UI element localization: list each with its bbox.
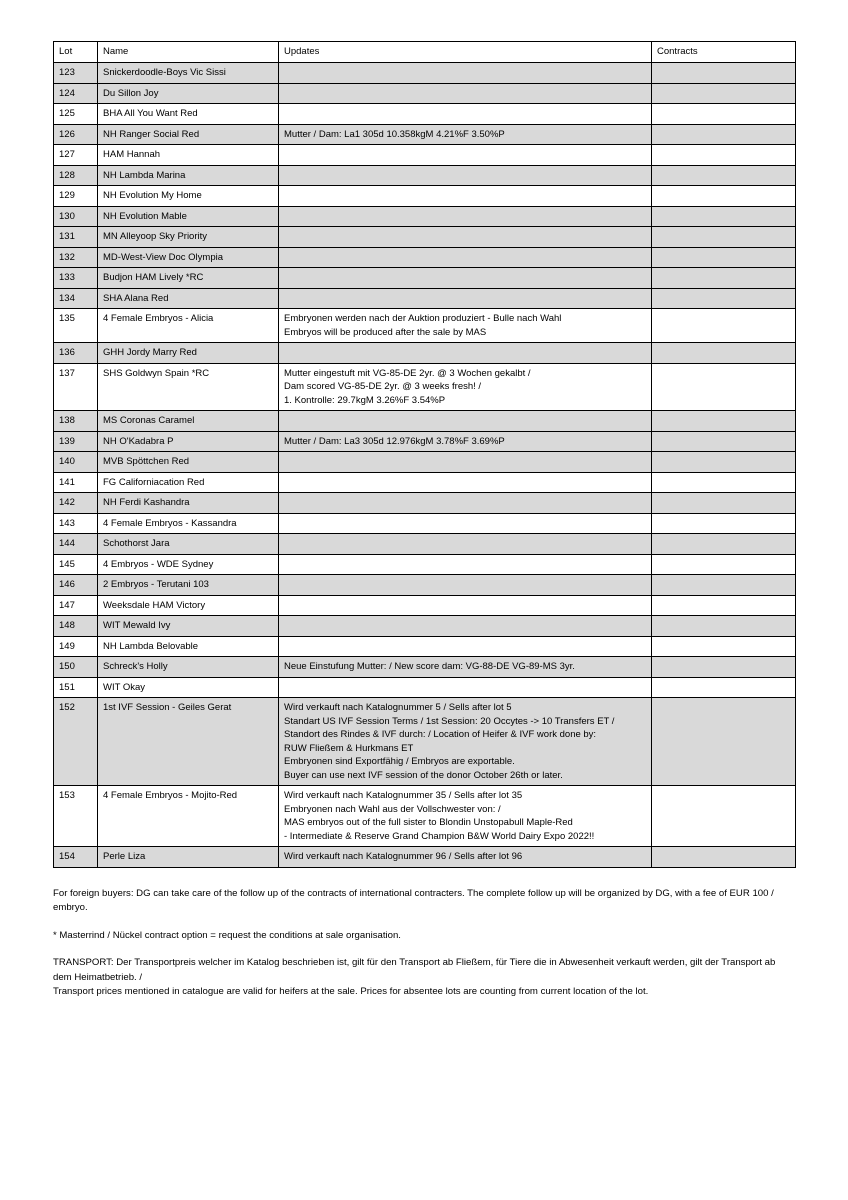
lots-table	[53, 41, 796, 868]
cell-updates	[279, 268, 652, 289]
table-row	[54, 83, 796, 104]
cell-contracts	[652, 268, 796, 289]
cell-contracts	[652, 698, 796, 786]
cell-lot: 149	[54, 636, 98, 657]
table-row	[54, 786, 796, 847]
cell-lot: 141	[54, 472, 98, 493]
cell-name: 1st IVF Session - Geiles Gerat	[98, 698, 279, 786]
table-row	[54, 698, 796, 786]
table-row	[54, 575, 796, 596]
cell-contracts	[652, 575, 796, 596]
table-row	[54, 288, 796, 309]
cell-name: 4 Embryos - WDE Sydney	[98, 554, 279, 575]
table-row	[54, 431, 796, 452]
cell-name: Schothorst Jara	[98, 534, 279, 555]
table-row	[54, 363, 796, 411]
table-row	[54, 343, 796, 364]
footer-notes	[53, 887, 795, 1000]
cell-contracts	[652, 145, 796, 166]
cell-updates	[279, 595, 652, 616]
cell-name: MN Alleyoop Sky Priority	[98, 227, 279, 248]
cell-contracts	[652, 227, 796, 248]
cell-updates	[279, 554, 652, 575]
cell-updates	[279, 124, 652, 145]
cell-lot: 134	[54, 288, 98, 309]
table-row	[54, 186, 796, 207]
table-header	[54, 42, 796, 63]
cell-lot: 135	[54, 309, 98, 343]
cell-updates	[279, 575, 652, 596]
table-row	[54, 227, 796, 248]
cell-contracts	[652, 677, 796, 698]
cell-name: MD-West-View Doc Olympia	[98, 247, 279, 268]
cell-name: 2 Embryos - Terutani 103	[98, 575, 279, 596]
cell-updates	[279, 452, 652, 473]
cell-lot: 133	[54, 268, 98, 289]
cell-updates	[279, 363, 652, 411]
cell-lot: 127	[54, 145, 98, 166]
note-foreign-buyers: For foreign buyers: DG can take care of the follow up of the contracts of international contracters. The complete follow up will be organized by DG, with a fee of EUR 100 / embryo.	[53, 887, 774, 913]
cell-updates	[279, 698, 652, 786]
cell-lot: 144	[54, 534, 98, 555]
cell-lot: 132	[54, 247, 98, 268]
table-row	[54, 247, 796, 268]
update-line: Embryonen werden nach der Auktion produziert - Bulle nach Wahl	[284, 313, 562, 324]
cell-lot: 152	[54, 698, 98, 786]
cell-updates	[279, 677, 652, 698]
cell-updates	[279, 145, 652, 166]
cell-updates	[279, 104, 652, 125]
cell-name: NH Lambda Belovable	[98, 636, 279, 657]
note-transport	[53, 956, 795, 1000]
cell-updates	[279, 493, 652, 514]
table-row	[54, 104, 796, 125]
cell-name: NH Lambda Marina	[98, 165, 279, 186]
cell-lot: 130	[54, 206, 98, 227]
cell-lot: 143	[54, 513, 98, 534]
cell-contracts	[652, 636, 796, 657]
cell-lot: 142	[54, 493, 98, 514]
cell-contracts	[652, 124, 796, 145]
cell-contracts	[652, 452, 796, 473]
table-row	[54, 636, 796, 657]
cell-name: NH Evolution Mable	[98, 206, 279, 227]
update-line: Neue Einstufung Mutter: / New score dam: VG-88-DE VG-89-MS 3yr.	[284, 661, 575, 672]
update-line: Embryonen sind Exportfähig / Embryos are exportable.	[284, 756, 515, 767]
cell-updates	[279, 513, 652, 534]
table-row	[54, 616, 796, 637]
cell-name: MS Coronas Caramel	[98, 411, 279, 432]
cell-lot: 146	[54, 575, 98, 596]
update-line: Embryonen nach Wahl aus der Vollschwester von: /	[284, 803, 501, 815]
table-row	[54, 452, 796, 473]
update-line: 1. Kontrolle: 29.7kgM 3.26%F 3.54%P	[284, 394, 446, 406]
cell-updates	[279, 411, 652, 432]
table-row	[54, 309, 796, 343]
cell-updates	[279, 83, 652, 104]
column-header-lot: Lot	[54, 42, 98, 63]
cell-name: NH Ranger Social Red	[98, 124, 279, 145]
cell-lot: 145	[54, 554, 98, 575]
cell-contracts	[652, 657, 796, 678]
cell-contracts	[652, 513, 796, 534]
cell-lot: 131	[54, 227, 98, 248]
cell-updates	[279, 247, 652, 268]
table-header-row	[54, 42, 796, 63]
cell-lot: 153	[54, 786, 98, 847]
column-header-contracts: Contracts	[652, 42, 796, 63]
cell-contracts	[652, 288, 796, 309]
cell-name: FG Californiacation Red	[98, 472, 279, 493]
cell-name: MVB Spöttchen Red	[98, 452, 279, 473]
cell-contracts	[652, 309, 796, 343]
cell-contracts	[652, 165, 796, 186]
cell-lot: 148	[54, 616, 98, 637]
cell-name: NH Ferdi Kashandra	[98, 493, 279, 514]
update-line: RUW Fließem & Hurkmans ET	[284, 742, 414, 754]
update-line: Mutter / Dam: La3 305d 12.976kgM 3.78%F 3.69%P	[284, 435, 505, 447]
cell-name: 4 Female Embryos - Alicia	[98, 309, 279, 343]
cell-name: NH O'Kadabra P	[98, 431, 279, 452]
cell-updates	[279, 165, 652, 186]
update-line: Standart US IVF Session Terms / 1st Session: 20 Occytes -> 10 Transfers ET /	[284, 715, 615, 727]
cell-lot: 151	[54, 677, 98, 698]
update-line: Mutter / Dam: La1 305d 10.358kgM 4.21%F 3.50%P	[284, 128, 505, 140]
cell-contracts	[652, 63, 796, 84]
cell-updates	[279, 227, 652, 248]
table-row	[54, 124, 796, 145]
cell-updates	[279, 534, 652, 555]
update-line: Standort des Rindes & IVF durch: / Location of Heifer & IVF work done by:	[284, 729, 597, 740]
cell-name: Budjon HAM Lively *RC	[98, 268, 279, 289]
cell-lot: 129	[54, 186, 98, 207]
cell-updates	[279, 309, 652, 343]
note-transport-en: Transport prices mentioned in catalogue are valid for heifers at the sale. Prices for absentee lots are counting from current location of the lot.	[53, 986, 649, 997]
cell-name: Du Sillon Joy	[98, 83, 279, 104]
cell-contracts	[652, 616, 796, 637]
cell-contracts	[652, 411, 796, 432]
cell-name: Weeksdale HAM Victory	[98, 595, 279, 616]
table-row	[54, 513, 796, 534]
update-line: Wird verkauft nach Katalognummer 5 / Sells after lot 5	[284, 702, 512, 713]
cell-lot: 125	[54, 104, 98, 125]
table-row	[54, 657, 796, 678]
column-header-name: Name	[98, 42, 279, 63]
note-masterrind: * Masterrind / Nückel contract option = request the conditions at sale organisation.	[53, 929, 401, 941]
cell-lot: 140	[54, 452, 98, 473]
table-row	[54, 534, 796, 555]
column-header-updates: Updates	[279, 42, 652, 63]
cell-updates	[279, 472, 652, 493]
cell-lot: 123	[54, 63, 98, 84]
cell-updates	[279, 288, 652, 309]
update-line: Buyer can use next IVF session of the donor October 26th or later.	[284, 769, 563, 781]
cell-lot: 150	[54, 657, 98, 678]
cell-name: Perle Liza	[98, 847, 279, 868]
update-line: Mutter eingestuft mit VG-85-DE 2yr. @ 3 Wochen gekalbt /	[284, 367, 531, 379]
cell-updates	[279, 431, 652, 452]
cell-contracts	[652, 493, 796, 514]
cell-lot: 128	[54, 165, 98, 186]
cell-name: WIT Okay	[98, 677, 279, 698]
cell-updates	[279, 657, 652, 678]
cell-contracts	[652, 363, 796, 411]
cell-lot: 139	[54, 431, 98, 452]
cell-updates	[279, 206, 652, 227]
update-line: Wird verkauft nach Katalognummer 96 / Sells after lot 96	[284, 851, 523, 862]
cell-contracts	[652, 431, 796, 452]
update-line: Embryos will be produced after the sale by MAS	[284, 326, 487, 338]
table-row	[54, 595, 796, 616]
table-row	[54, 847, 796, 868]
table-row	[54, 554, 796, 575]
cell-updates	[279, 63, 652, 84]
cell-contracts	[652, 786, 796, 847]
cell-name: HAM Hannah	[98, 145, 279, 166]
cell-name: Schreck's Holly	[98, 657, 279, 678]
note-transport-de: TRANSPORT: Der Transportpreis welcher im Katalog beschrieben ist, gilt für den Transport ab Fließem, für Tiere die in Abwesenheit verkauft werden, gilt der Transport ab dem Heimatbetrieb. /	[53, 957, 776, 983]
cell-contracts	[652, 247, 796, 268]
cell-contracts	[652, 206, 796, 227]
cell-name: NH Evolution My Home	[98, 186, 279, 207]
cell-name: SHA Alana Red	[98, 288, 279, 309]
table-row	[54, 63, 796, 84]
table-row	[54, 677, 796, 698]
update-line: Wird verkauft nach Katalognummer 35 / Sells after lot 35	[284, 790, 523, 801]
cell-lot: 124	[54, 83, 98, 104]
cell-name: 4 Female Embryos - Kassandra	[98, 513, 279, 534]
cell-lot: 147	[54, 595, 98, 616]
cell-lot: 138	[54, 411, 98, 432]
cell-name: SHS Goldwyn Spain *RC	[98, 363, 279, 411]
table-row	[54, 268, 796, 289]
cell-lot: 136	[54, 343, 98, 364]
update-line: Dam scored VG-85-DE 2yr. @ 3 weeks fresh! /	[284, 381, 482, 392]
cell-updates	[279, 343, 652, 364]
cell-contracts	[652, 104, 796, 125]
cell-lot: 137	[54, 363, 98, 411]
cell-name: Snickerdoodle-Boys Vic Sissi	[98, 63, 279, 84]
cell-lot: 126	[54, 124, 98, 145]
table-row	[54, 145, 796, 166]
cell-updates	[279, 186, 652, 207]
table-row	[54, 493, 796, 514]
cell-contracts	[652, 595, 796, 616]
cell-contracts	[652, 343, 796, 364]
table-body	[54, 63, 796, 868]
cell-updates	[279, 847, 652, 868]
cell-updates	[279, 616, 652, 637]
cell-contracts	[652, 554, 796, 575]
update-line: - Intermediate & Reserve Grand Champion B&W World Dairy Expo 2022!!	[284, 830, 595, 842]
table-row	[54, 165, 796, 186]
update-line: MAS embryos out of the full sister to Blondin Unstopabull Maple-Red	[284, 817, 573, 828]
cell-contracts	[652, 186, 796, 207]
cell-contracts	[652, 847, 796, 868]
cell-contracts	[652, 83, 796, 104]
table-row	[54, 206, 796, 227]
cell-name: 4 Female Embryos - Mojito-Red	[98, 786, 279, 847]
cell-lot: 154	[54, 847, 98, 868]
cell-name: WIT Mewald Ivy	[98, 616, 279, 637]
cell-contracts	[652, 472, 796, 493]
cell-name: GHH Jordy Marry Red	[98, 343, 279, 364]
table-row	[54, 411, 796, 432]
cell-updates	[279, 636, 652, 657]
cell-updates	[279, 786, 652, 847]
cell-name: BHA All You Want Red	[98, 104, 279, 125]
cell-contracts	[652, 534, 796, 555]
table-row	[54, 472, 796, 493]
